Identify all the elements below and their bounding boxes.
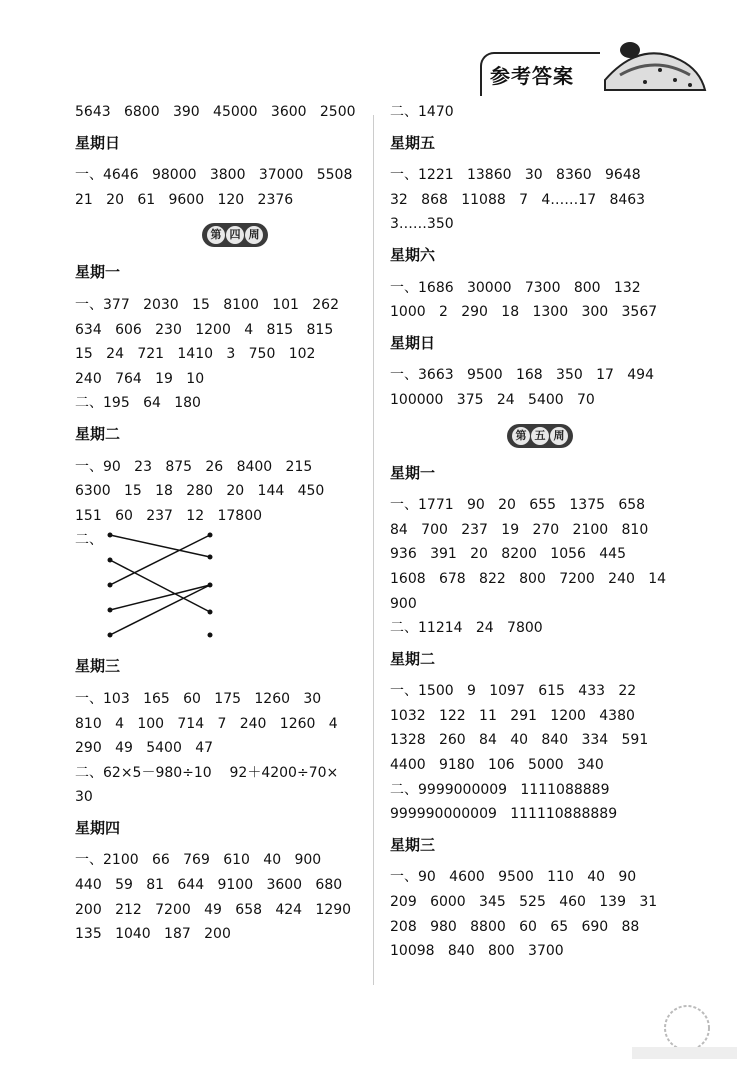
answer-line: 84 700 237 19 270 2100 810 bbox=[390, 521, 649, 538]
day-heading: 星期二 bbox=[75, 424, 121, 443]
day-heading: 星期一 bbox=[75, 263, 121, 282]
day-heading: 星期日 bbox=[75, 133, 121, 152]
week-badge-char: 周 bbox=[245, 226, 263, 244]
week-badge-char: 周 bbox=[550, 427, 568, 445]
answer-line: 200 212 7200 49 658 424 1290 bbox=[75, 901, 352, 918]
answer-line: 240 764 19 10 bbox=[75, 370, 205, 387]
answer-line: 290 49 5400 47 bbox=[75, 740, 214, 757]
answer-line: 810 4 100 714 7 240 1260 4 bbox=[75, 715, 338, 732]
answer-line: 一、377 2030 15 8100 101 262 bbox=[75, 296, 339, 313]
answer-line: 一、2100 66 769 610 40 900 bbox=[75, 852, 322, 869]
day-heading: 星期四 bbox=[75, 818, 121, 837]
left-column bbox=[75, 100, 395, 947]
match-dot bbox=[108, 608, 113, 613]
match-line bbox=[110, 585, 210, 635]
answer-line: 209 6000 345 525 460 139 31 bbox=[390, 894, 658, 911]
answer-line: 634 606 230 1200 4 815 815 bbox=[75, 321, 334, 338]
answer-line: 151 60 237 12 17800 bbox=[75, 507, 263, 524]
right-column bbox=[390, 100, 690, 964]
week-badge-char: 第 bbox=[512, 427, 530, 445]
day-heading: 星期三 bbox=[75, 657, 121, 676]
answer-line: 21 20 61 9600 120 2376 bbox=[75, 191, 294, 208]
answer-line: 一、3663 9500 168 350 17 494 bbox=[390, 367, 654, 384]
answer-line: 一、4646 98000 3800 37000 5508 bbox=[75, 167, 353, 184]
day-heading: 星期五 bbox=[390, 133, 436, 152]
answer-line: 32 868 11088 7 4……17 8463 bbox=[390, 191, 646, 208]
header-title: 参考答案 bbox=[490, 64, 574, 88]
match-dot bbox=[108, 533, 113, 538]
day-heading: 星期三 bbox=[390, 835, 436, 854]
match-line bbox=[110, 560, 210, 612]
matching-lines bbox=[105, 532, 225, 647]
answer-line: 6300 15 18 280 20 144 450 bbox=[75, 483, 325, 500]
match-dot bbox=[208, 610, 213, 615]
week-badge bbox=[75, 218, 395, 252]
answer-line: 4400 9180 106 5000 340 bbox=[390, 757, 604, 774]
answer-line: 440 59 81 644 9100 3600 680 bbox=[75, 877, 343, 894]
week-badge-char: 第 bbox=[207, 226, 225, 244]
match-dot bbox=[208, 555, 213, 560]
answer-line: 135 1040 187 200 bbox=[75, 926, 231, 943]
match-line bbox=[110, 535, 210, 585]
answer-line: 1000 2 290 18 1300 300 3567 bbox=[390, 304, 658, 321]
match-line bbox=[110, 535, 210, 557]
week-badge bbox=[390, 419, 690, 453]
page-header bbox=[480, 30, 710, 100]
answer-line: 二、195 64 180 bbox=[75, 395, 201, 412]
answer-line: 1032 122 11 291 1200 4380 bbox=[390, 707, 635, 724]
match-dot bbox=[108, 633, 113, 638]
answer-line: 208 980 8800 60 65 690 88 bbox=[390, 918, 640, 935]
day-heading: 星期二 bbox=[390, 649, 436, 668]
answer-line: 5643 6800 390 45000 3600 2500 bbox=[75, 104, 356, 120]
column-divider bbox=[373, 115, 374, 985]
match-dot bbox=[208, 633, 213, 638]
answer-line: 一、90 4600 9500 110 40 90 bbox=[390, 869, 637, 886]
answer-line: 900 bbox=[390, 595, 417, 612]
answer-line: 二、1470 bbox=[390, 104, 454, 120]
answer-line: 10098 840 800 3700 bbox=[390, 943, 564, 960]
answer-line: 二、9999000009 1111088889 bbox=[390, 781, 610, 798]
answer-line: 一、1221 13860 30 8360 9648 bbox=[390, 167, 641, 184]
turtle-decoration-icon bbox=[600, 30, 710, 100]
week-badge-frame bbox=[202, 223, 268, 247]
watermark-stamp-icon bbox=[622, 1003, 742, 1063]
answer-line: 一、90 23 875 26 8400 215 bbox=[75, 458, 313, 475]
week-badge-char: 四 bbox=[226, 226, 244, 244]
answer-line: 30 bbox=[75, 789, 93, 806]
week-badge-frame bbox=[507, 424, 573, 448]
day-heading: 星期日 bbox=[390, 333, 436, 352]
answer-line: 一、1686 30000 7300 800 132 bbox=[390, 279, 641, 296]
match-dot bbox=[208, 583, 213, 588]
day-heading: 星期六 bbox=[390, 245, 436, 264]
answer-line: 936 391 20 8200 1056 445 bbox=[390, 546, 626, 563]
answer-line: 一、1500 9 1097 615 433 22 bbox=[390, 683, 637, 700]
matching-diagram bbox=[75, 528, 395, 648]
answer-line: 一、1771 90 20 655 1375 658 bbox=[390, 497, 646, 514]
answer-line: 999990000009 111110888889 bbox=[390, 806, 618, 823]
day-heading: 星期一 bbox=[390, 463, 436, 482]
answer-line: 一、103 165 60 175 1260 30 bbox=[75, 690, 322, 707]
question-label: 二、 bbox=[75, 532, 103, 549]
answer-line: 1328 260 84 40 840 334 591 bbox=[390, 732, 649, 749]
answer-line: 1608 678 822 800 7200 240 14 bbox=[390, 570, 667, 587]
answer-line: 二、11214 24 7800 bbox=[390, 620, 543, 637]
answer-line: 15 24 721 1410 3 750 102 bbox=[75, 346, 316, 363]
answer-line: 3……350 bbox=[390, 216, 454, 233]
answer-line: 二、62×5－980÷10 92＋4200÷70× bbox=[75, 764, 339, 781]
match-dot bbox=[108, 583, 113, 588]
match-dot bbox=[208, 533, 213, 538]
match-dot bbox=[108, 558, 113, 563]
match-line bbox=[110, 585, 210, 610]
week-badge-char: 五 bbox=[531, 427, 549, 445]
answer-line: 100000 375 24 5400 70 bbox=[390, 391, 595, 408]
